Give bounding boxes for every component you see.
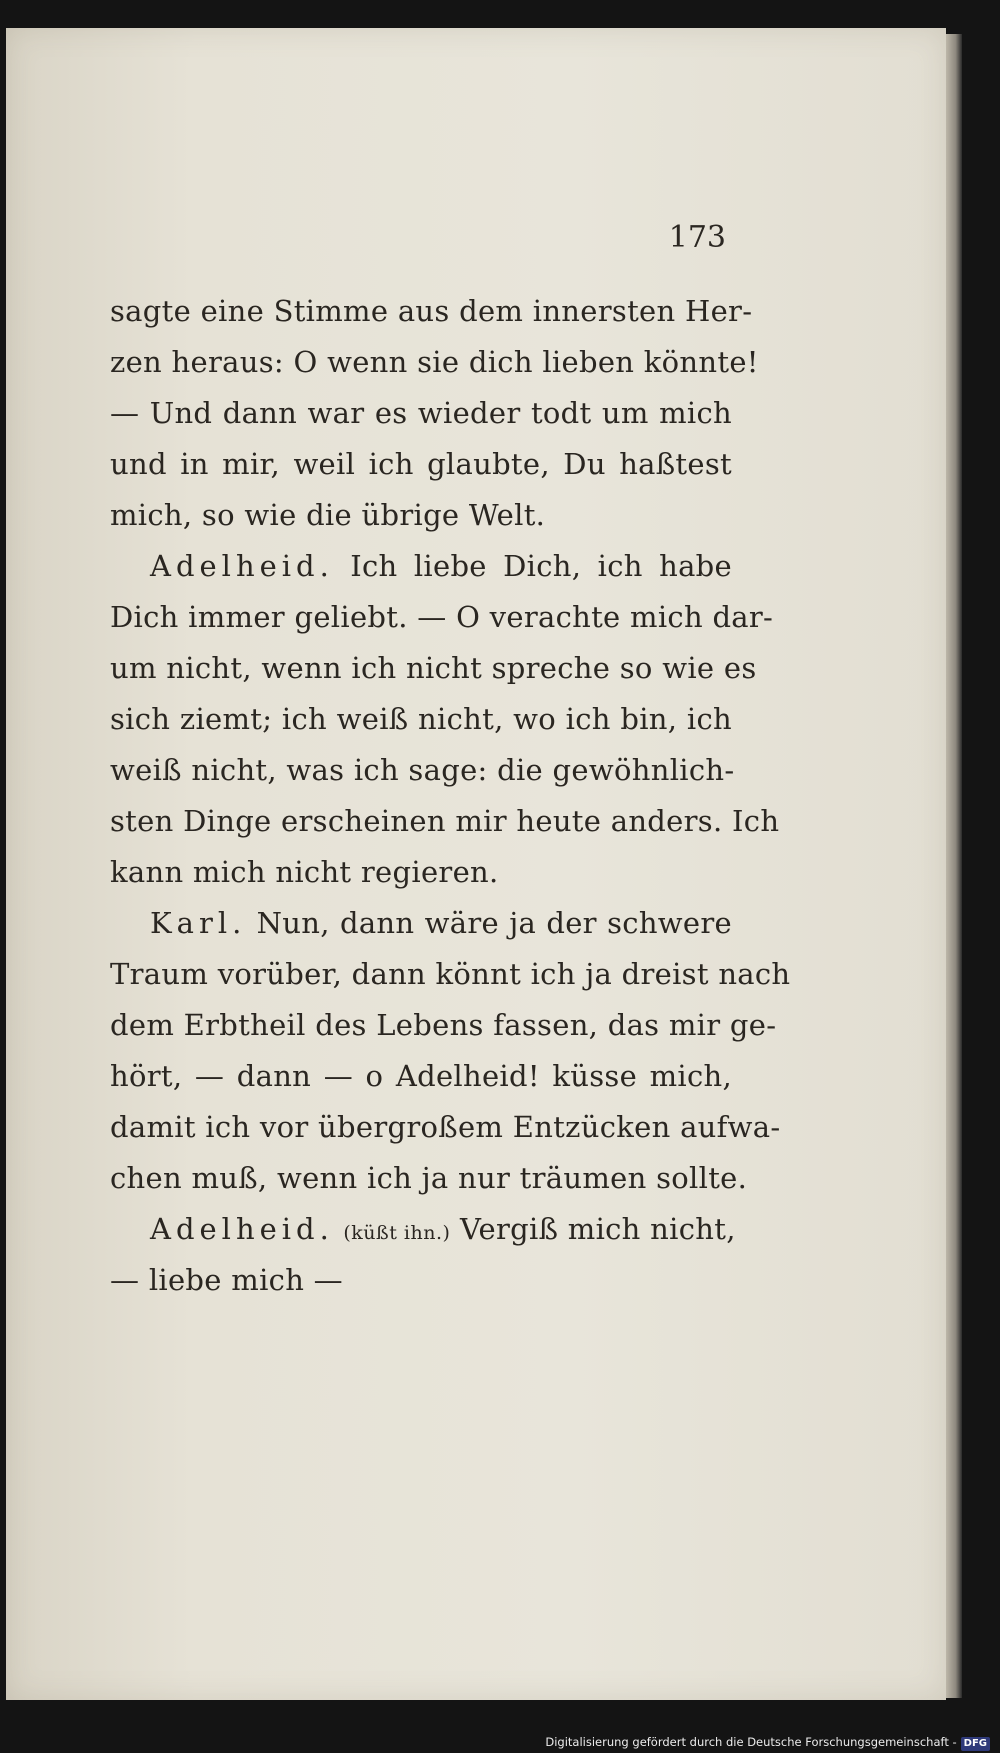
text-line: weiß nicht, was ich sage: die gewöhnlich- <box>110 753 735 787</box>
text-line: hört, — dann — o Adelheid! küsse mich, <box>110 1059 732 1093</box>
text-line: sagte eine Stimme aus dem innersten Her- <box>110 294 753 328</box>
text-line: chen muß, wenn ich ja nur träumen sollte. <box>110 1161 748 1195</box>
speech-text: Ich liebe Dich, ich habe <box>350 549 732 583</box>
text-line: Dich immer geliebt. — O verachte mich dar- <box>110 600 774 634</box>
text-block <box>110 286 791 1306</box>
text-line: sten Dinge erscheinen mir heute anders. Ich <box>110 804 780 838</box>
page-number: 173 <box>668 220 726 255</box>
page-edge <box>946 34 962 1698</box>
text-line: — Und dann war es wieder todt um mich <box>110 396 732 430</box>
speech-line <box>110 898 732 949</box>
text-line: — liebe mich — <box>110 1263 343 1297</box>
speaker-name: Adelheid. <box>150 549 334 583</box>
text-line: damit ich vor übergroßem Entzücken aufwa- <box>110 1110 781 1144</box>
text-line: Traum vorüber, dann könnt ich ja dreist nach <box>110 957 791 991</box>
text-line: kann mich nicht regieren. <box>110 855 499 889</box>
speech-text: Vergiß mich nicht, <box>459 1212 736 1246</box>
speech-line <box>110 1204 736 1255</box>
speech-line <box>110 541 732 592</box>
speech-text: Nun, dann wäre ja der schwere <box>256 906 733 940</box>
footer-text: Digitalisierung gefördert durch die Deutsche Forschungsgemeinschaft - <box>545 1735 957 1749</box>
text-line: zen heraus: O wenn sie dich lieben könnte! <box>110 345 759 379</box>
text-line: und in mir, weil ich glaubte, Du haßtest <box>110 447 732 481</box>
speaker-name: Adelheid. <box>150 1212 334 1246</box>
text-line: um nicht, wenn ich nicht spreche so wie es <box>110 651 757 685</box>
footer-credit <box>545 1733 990 1751</box>
book-page <box>6 28 946 1700</box>
speaker-name: Karl. <box>150 906 247 940</box>
text-line: dem Erbtheil des Lebens fassen, das mir ge- <box>110 1008 777 1042</box>
text-line: mich, so wie die übrige Welt. <box>110 498 546 532</box>
text-line: sich ziemt; ich weiß nicht, wo ich bin, ich <box>110 702 732 736</box>
dfg-logo: DFG <box>961 1737 990 1751</box>
stage-direction: (küßt ihn.) <box>343 1222 451 1244</box>
